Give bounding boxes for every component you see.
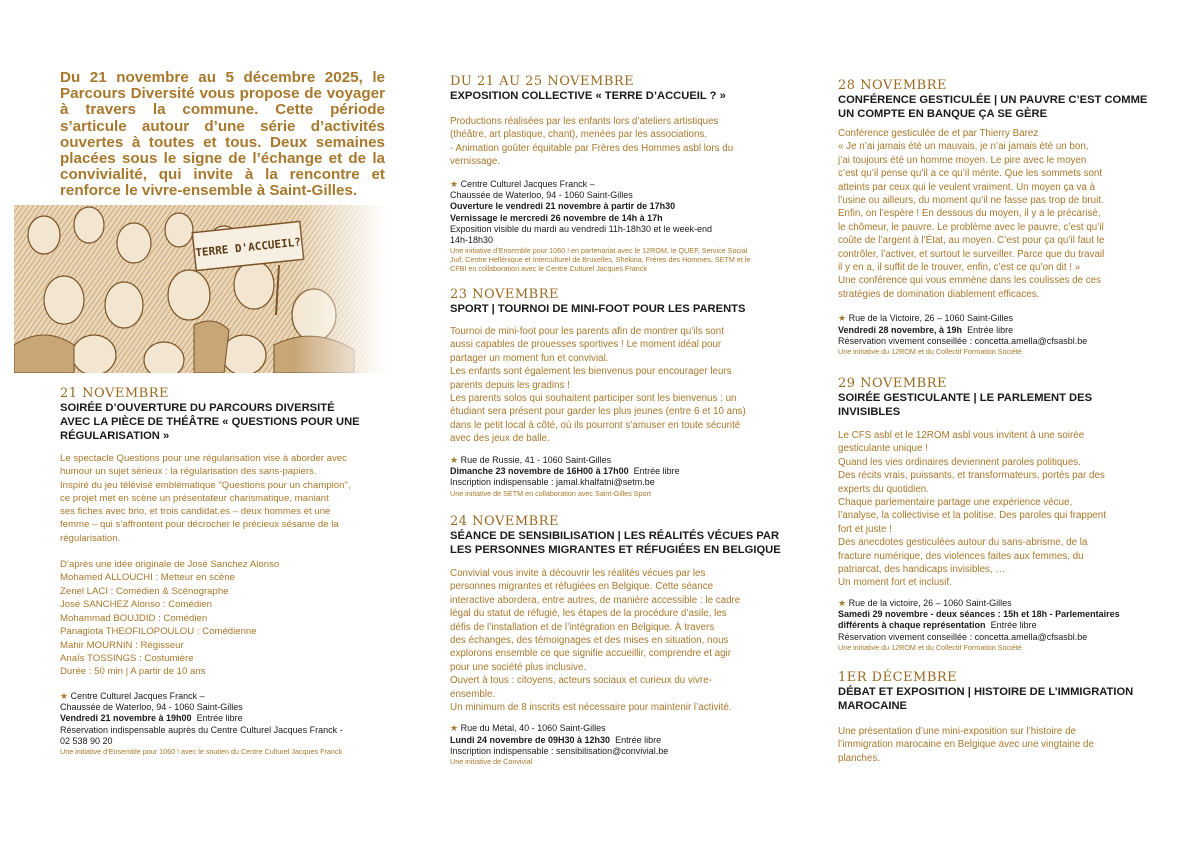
event-date: 29 NOVEMBRE bbox=[838, 376, 947, 391]
event-date: 21 NOVEMBRE bbox=[60, 386, 169, 401]
event-practical-info: ★ Centre Culturel Jacques Franck – Chaussée de Waterloo, 94 - 1060 Saint-Gilles Ouverture le vendredi 21 novembre à partir de 17h30 Vernissage le mercredi 26 novembre de 14h à 17h Exposition visible du mardi au vendredi 11h-18h30 et le week-end 14h-18h30 bbox=[450, 178, 712, 246]
event-date: 24 NOVEMBRE bbox=[450, 514, 559, 529]
event-practical-info: ★ Rue du Métal, 40 - 1060 Saint-Gilles Lundi 24 novembre de 09H30 à 12h30 Entrée libre Inscription indispensable : sensibilisation@convivial.be bbox=[450, 723, 669, 757]
event-organizer: Une initiative du 12ROM et du Collectif Formation Société bbox=[838, 643, 1022, 653]
event-organizer: Une initiative de Convivial bbox=[450, 757, 533, 767]
event-date: 1ER DÉCEMBRE bbox=[838, 670, 958, 685]
star-icon: ★ bbox=[60, 690, 69, 701]
event-organizer: Une initiative d’Ensemble pour 1060 ! en partenariat avec le 12ROM, le QUEF, Service Social Juif, Centre Hellénique et Interculturel de Bruxelles, Shekina, Frères des Hommes, SETM et le CFBI en collaboration avec le Centre Culturel Jacques Franck bbox=[450, 246, 751, 274]
event-24-novembre bbox=[450, 514, 790, 766]
event-21-25-novembre bbox=[450, 74, 790, 273]
event-description: Tournoi de mini-foot pour les parents afin de montrer qu’ils sont aussi capables de prouesses sportives ! Le moment idéal pour partager un moment fun et convivial. Les enfants sont également les bienvenus pour encourager leurs parents depuis les gradins ! Les parents solos qui souhaitent participer sont les bienvenus : un étudiant sera présent pour garder les plus jeunes (entre 6 et 10 ans) dans le petit local à côté, où ils pourront s’amuser en toute sécurité avec des jeux de balle. bbox=[450, 326, 746, 445]
star-icon: ★ bbox=[450, 454, 459, 465]
star-icon: ★ bbox=[450, 723, 459, 734]
event-organizer: Une initiative d’Ensemble pour 1060 ! avec le soutien du Centre Culturel Jacques Franck bbox=[60, 747, 343, 757]
event-title: EXPOSITION COLLECTIVE « TERRE D’ACCUEIL ? » bbox=[450, 90, 726, 102]
intro-paragraph: Du 21 novembre au 5 décembre 2025, le Parcours Diversité vous propose de voyager à travers la commune. Cette période s’articule autour d’une série d’activités ouvertes à toutes et tous. Deux semaines placées sous le signe de l’échange et de la convivialité, qui invite à la rencontre et renforce le vivre-ensemble à Saint-Gilles. bbox=[60, 69, 385, 200]
star-icon: ★ bbox=[838, 313, 847, 324]
event-description: Le CFS asbl et le 12ROM asbl vous invitent à une soirée gesticulante unique ! Quand les vies ordinaires deviennent paroles politiques. Des récits vrais, puissants, et transformateurs, portés par des experts du quotidien. Chaque parlementaire partage une expérience vécue, l’analyse, la collectivise et la politise. Des paroles qui frappent fort et juste ! Des anecdotes gesticulées autour du sans-abrisme, de la fracture numérique, des violences faites aux femmes, du patriarcat, des handicaps invisibles, … Un moment fort et inclusif. bbox=[838, 430, 1106, 589]
event-title: CONFÉRENCE GESTICULÉE | UN PAUVRE C’EST COMME UN COMPTE EN BANQUE ÇA SE GÈRE bbox=[838, 94, 1148, 120]
illustration bbox=[14, 205, 387, 373]
event-1er-decembre bbox=[838, 670, 1168, 765]
event-29-novembre bbox=[838, 376, 1168, 652]
event-date: DU 21 AU 25 NOVEMBRE bbox=[450, 74, 635, 89]
event-practical-info: ★ Rue de la victoire, 26 – 1060 Saint-Gilles Samedi 29 novembre - deux séances : 15h et 18h - Parlementaires différents à chaque représentation Entrée libre Réservation vivement conseillée : concetta.amella@cfsasbl.be bbox=[838, 597, 1120, 642]
event-date: 23 NOVEMBRE bbox=[450, 287, 559, 302]
event-title: SÉANCE DE SENSIBILISATION | LES RÉALITÉS VÉCUES PAR LES PERSONNES MIGRANTES ET RÉFUGIÉES EN BELGIQUE bbox=[450, 530, 781, 556]
event-title: SOIRÉE GESTICULANTE | LE PARLEMENT DES INVISIBLES bbox=[838, 392, 1093, 418]
star-icon: ★ bbox=[838, 597, 847, 608]
event-practical-info: ★ Rue de la Victoire, 26 – 1060 Saint-Gilles Vendredi 28 novembre, à 19h Entrée libre Réservation vivement conseillée : concetta.amella@cfsasbl.be bbox=[838, 313, 1088, 346]
event-description: Convivial vous invite à découvrir les réalités vécues par les personnes migrantes et réfugiées en Belgique. Cette séance interactive abordera, entre autres, de manière accessible : le cadre légal du statut de réfugié, les étapes de la procédure d’asile, les défis de l’installation et de l’intégration en Belgique. À travers des échanges, des témoignages et des mises en situation, nous explorons ensemble ce que signifie accueillir, comprendre et agir pour une société plus inclusive. Ouvert à tous : citoyens, acteurs sociaux et curieux du vivre- ensemble. Un minimum de 8 inscrits est nécessaire pour maintenir l’activité. bbox=[450, 568, 741, 714]
event-title: SOIRÉE D’OUVERTURE DU PARCOURS DIVERSITÉ AVEC LA PIÈCE DE THÉÂTRE « QUESTIONS POUR UNE RÉGULARISATION » bbox=[60, 402, 360, 442]
event-title: DÉBAT ET EXPOSITION | HISTOIRE DE L’IMMIGRATION MAROCAINE bbox=[838, 686, 1134, 712]
event-organizer: Une initiative de SETM en collaboration avec Saint-Gilles Sport bbox=[450, 488, 651, 498]
star-icon: ★ bbox=[450, 178, 459, 189]
event-organizer: Une initiative du 12ROM et du Collectif Formation Société bbox=[838, 347, 1022, 357]
event-credits: D’après une idée originale de José Sanchez Alonso Mohamed ALLOUCHI : Metteur en scène Zenel LACI : Comédien & Scénographe José SANCHEZ Alonso : Comédien Mohammad BOUJDID : Comédien Panagiota THEOFILOPOULOU : Comédienne Mahir MOURNIN : Régisseur Anaïs TOSSINGS : Costumière Durée : 50 min | A partir de 10 ans bbox=[60, 559, 280, 678]
event-description: Le spectacle Questions pour une régularisation vise à aborder avec humour un sujet sérieux : la régularisation des sans-papiers. Inspiré du jeu télévisé emblématique "Questions pour un champion", ce projet met en scène un présentateur charismatique, maniant ses fiches avec brio, et trois candidat.es – deux hommes et une femme – qui s’affrontent pour décrocher le précieux sésame de la régularisation. bbox=[60, 453, 351, 544]
event-23-novembre bbox=[450, 287, 790, 498]
event-title: SPORT | TOURNOI DE MINI-FOOT POUR LES PARENTS bbox=[450, 303, 746, 315]
crowd-illustration bbox=[14, 205, 387, 373]
event-description: Une présentation d’une mini-exposition sur l’histoire de l’immigration marocaine en Belgique avec une vingtaine de planches. bbox=[838, 726, 1094, 764]
event-practical-info: ★ Centre Culturel Jacques Franck – Chaussée de Waterloo, 94 - 1060 Saint-Gilles Vendredi 21 novembre à 19h00 Entrée libre Réservation indispensable auprès du Centre Culturel Jacques Franck - 02 538 90 20 bbox=[60, 690, 343, 746]
event-description: Conférence gesticulée de et par Thierry Barez « Je n’ai jamais été un mauvais, je n’ai jamais été un bon, j’ai toujours été un homme moyen. Le pire avec le moyen c’est qu’il pense qu’il a ce qu’il mérite. Que les sommets sont atteints par ceux qui le veulent vraiment. Un moyen ça va à l’usine ou ailleurs, du moment qu’il ne fasse pas trop de bruit. Enfin, on l’espère ! En dessous du moyen, il y a le précarisé, le chômeur, le pauvre. Le problème avec le pauvre, c’est qu’il coûte de l’argent à l’État, au moyen. C’est pour ça qu’il faut le contrôler, l’activer, et surtout le surveiller. Parce que du travail il y en a, il suffit de le trouver, enfin, c’est ce qu’on dit ! » Une conférence qui vous emmène dans les coulisses de ces stratégies de domination diablement efficaces. bbox=[838, 128, 1105, 300]
event-date: 28 NOVEMBRE bbox=[838, 78, 947, 93]
event-practical-info: ★ Rue de Russie, 41 - 1060 Saint-Gilles Dimanche 23 novembre de 16H00 à 17h00 Entrée libre Inscription indispensable : jamal.khalfatni@setm.be bbox=[450, 454, 680, 488]
event-28-novembre bbox=[838, 78, 1168, 356]
event-21-novembre bbox=[60, 386, 390, 756]
event-description: Productions réalisées par les enfants lors d’ateliers artistiques (théâtre, art plastique, chant), menées par les associations. - Animation goûter équitable par Frères des Hommes asbl lors du vernissage. bbox=[450, 116, 734, 168]
